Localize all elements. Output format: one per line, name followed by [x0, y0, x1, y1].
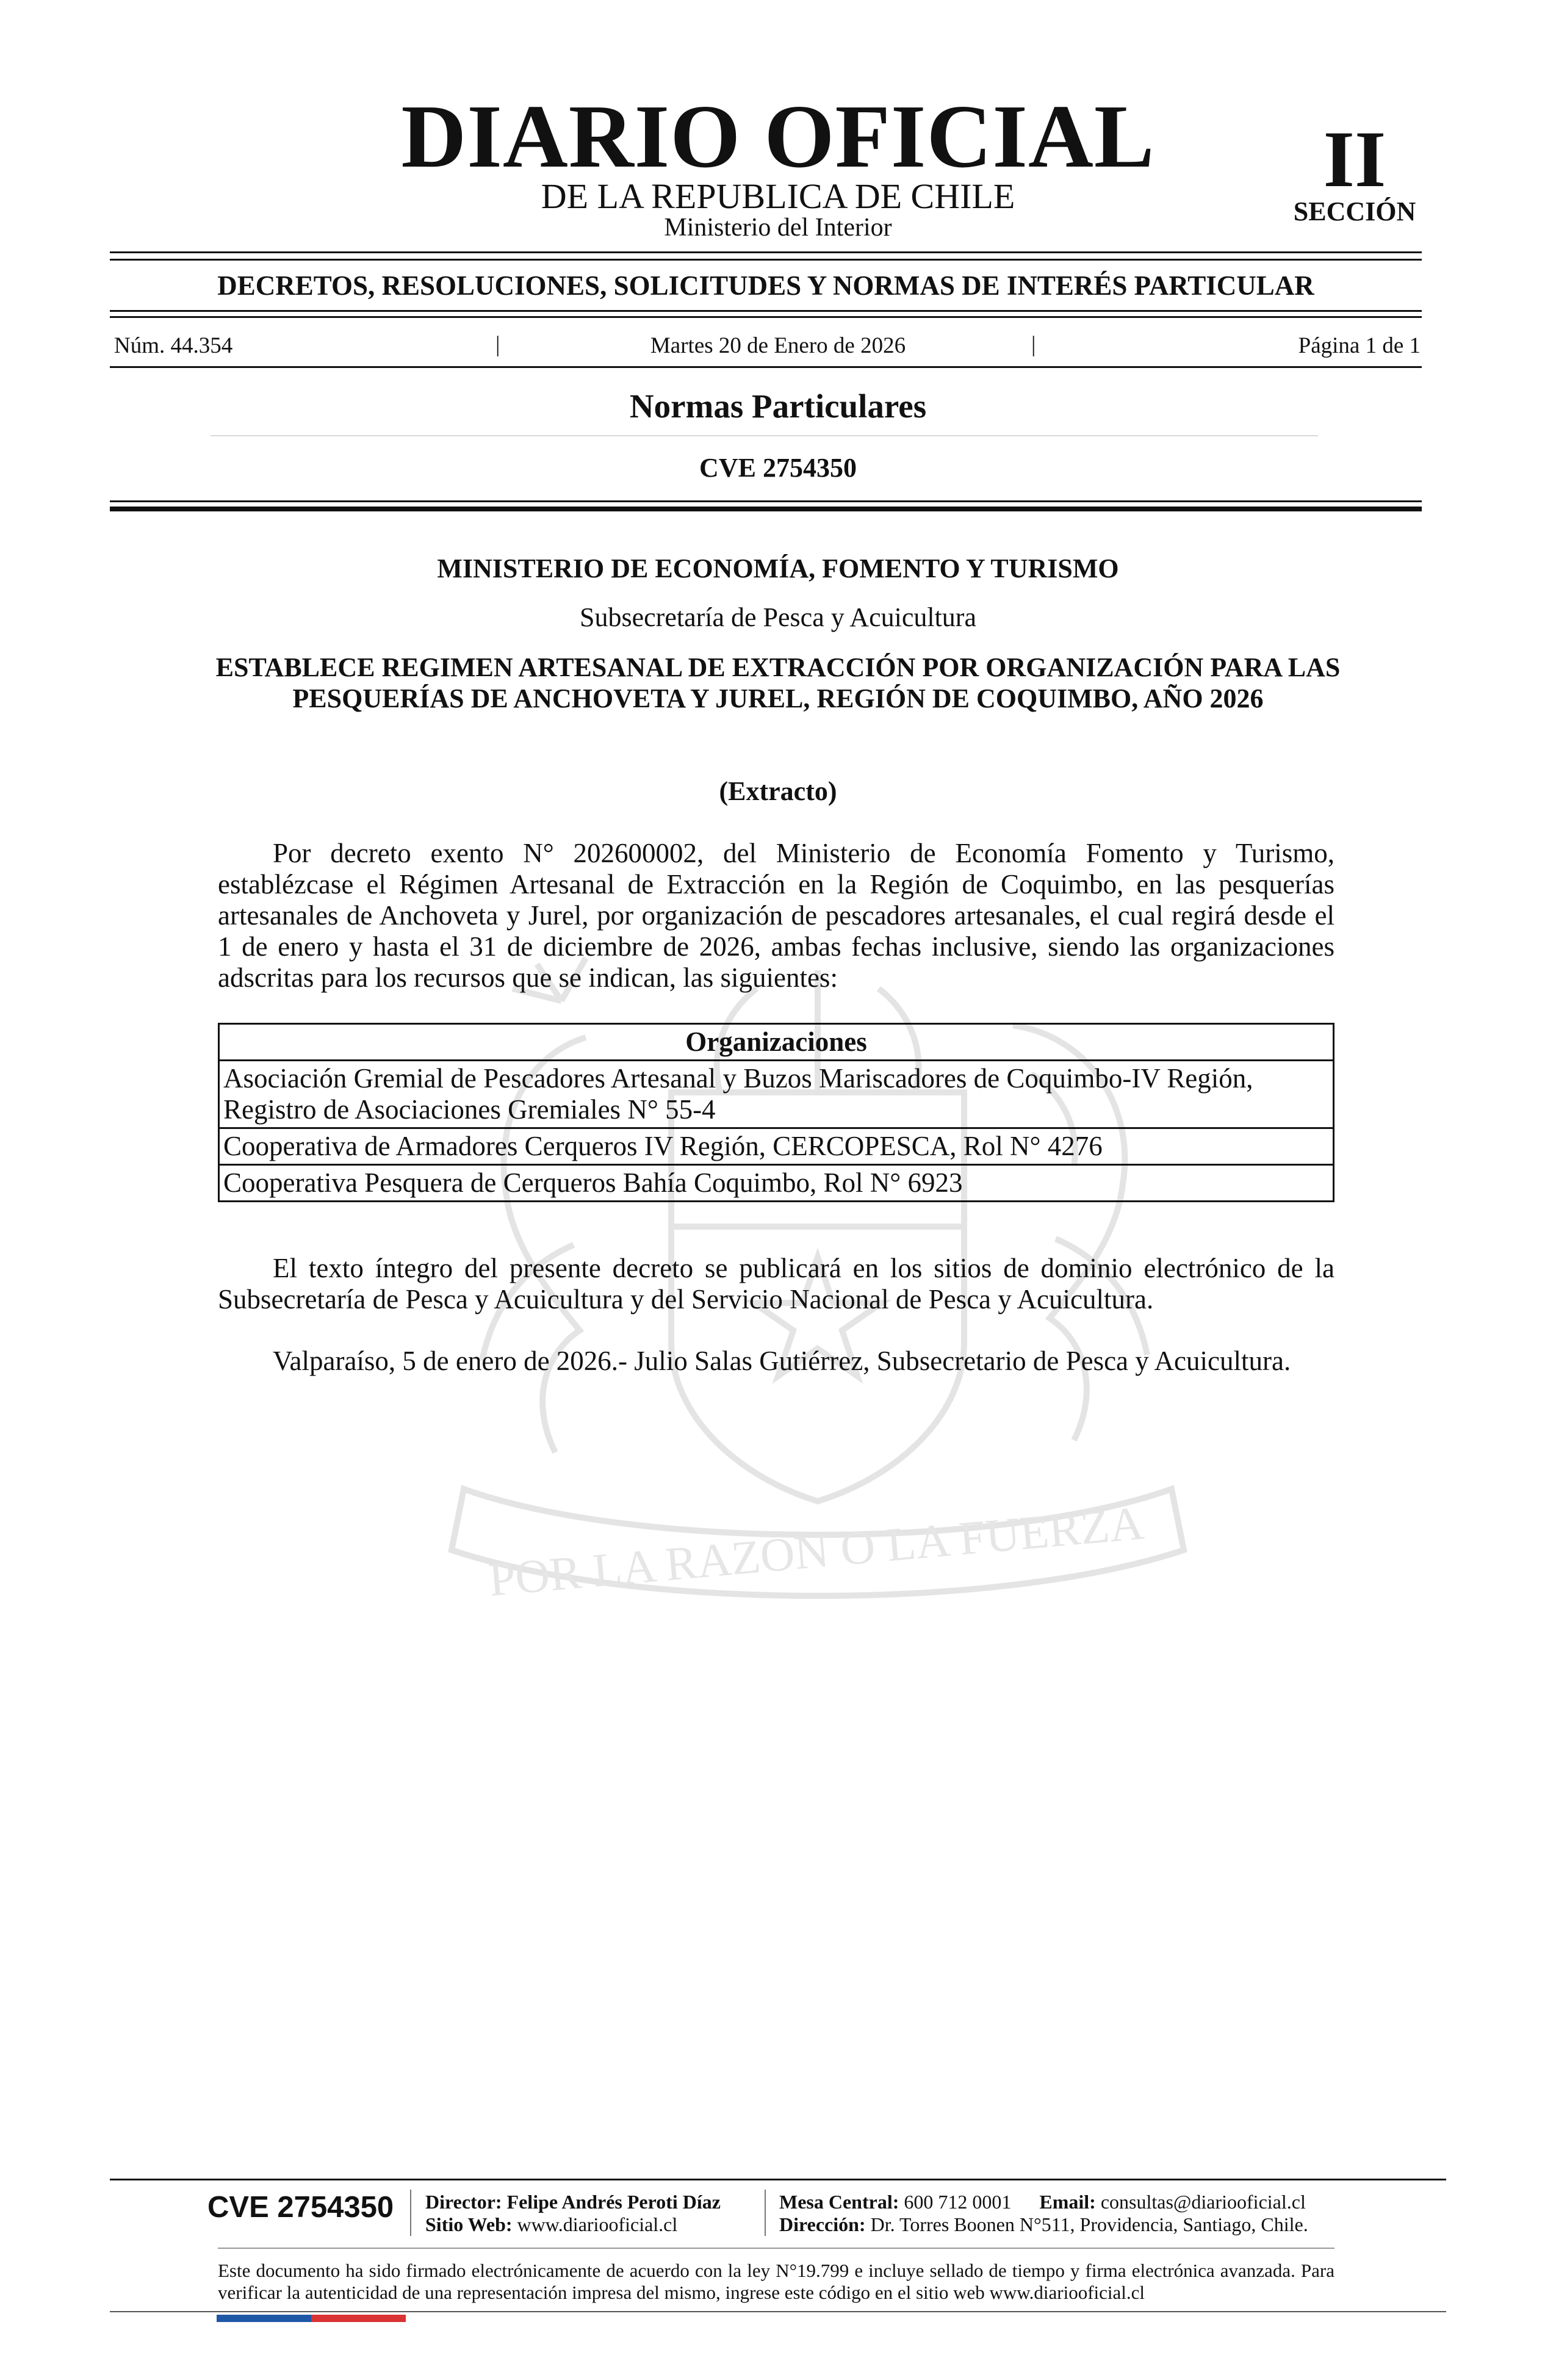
newspaper-subtitle: DE LA REPUBLICA DE CHILE — [541, 176, 1015, 216]
info-separator-right: | — [1031, 332, 1036, 357]
issue-date: Martes 20 de Enero de 2026 — [650, 333, 906, 358]
issuing-ministry: MINISTERIO DE ECONOMÍA, FOMENTO Y TURISMO — [437, 554, 1119, 583]
info-rule-top-1 — [110, 310, 1422, 312]
footer-address — [779, 2213, 1308, 2236]
flag-stripe-blue — [217, 2315, 311, 2322]
header-rule-1 — [110, 500, 1422, 502]
table-cell: Asociación Gremial de Pescadores Artesanal y Buzos Mariscadores de Coquimbo-IV Región, Registro de Asociaciones Gremiales N° 55-4 — [219, 1061, 1334, 1128]
info-rule-top-2 — [110, 316, 1422, 318]
footer-contact — [779, 2191, 1306, 2213]
cve-code: CVE 2754350 — [699, 453, 857, 483]
footer-separator-1 — [410, 2190, 411, 2236]
paragraph-signature: Valparaíso, 5 de enero de 2026.- Julio Salas Gutiérrez, Subsecretario de Pesca y Acuicultura. — [273, 1346, 1291, 1376]
footer-phone-value: 600 712 0001 — [904, 2191, 1012, 2213]
footer-divider — [218, 2248, 1334, 2249]
masthead-rule-1 — [110, 251, 1422, 253]
footer-director — [425, 2191, 721, 2213]
footer-rule-bottom — [110, 2311, 1446, 2312]
footer-signature-note: Este documento ha sido firmado electrónicamente de acuerdo con la ley N°19.799 e incluye sellado de tiempo y firma electrónica avanzada. Para verificar la autenticidad de una representación impresa del mismo, ingrese este código en el sitio web www.diariooficial.cl — [218, 2260, 1334, 2303]
table-header: Organizaciones — [219, 1024, 1334, 1061]
footer-address-value: Dr. Torres Boonen N°511, Providencia, Santiago, Chile. — [870, 2213, 1308, 2235]
organizations-table — [218, 1023, 1334, 1202]
section-label: SECCIÓN — [1293, 197, 1416, 226]
category-divider — [211, 435, 1318, 436]
paragraph-decree: Por decreto exento N° 202600002, del Ministerio de Economía Fomento y Turismo, establézcase el Régimen Artesanal de Extracción en la Región de Coquimbo, en las pesquerías artesanales de Anchoveta y Jurel, por organización de pescadores artesanales, el cual regirá desde el 1 de enero y hasta el 31 de diciembre de 2026, ambas fechas inclusive, siendo las organizaciones adscritas para los recursos que se indican, las siguientes: — [218, 838, 1334, 993]
table-row — [219, 1128, 1334, 1165]
footer-website-label: Sitio Web: — [425, 2213, 513, 2235]
info-separator-left: | — [495, 332, 500, 357]
footer-separator-2 — [765, 2190, 766, 2236]
footer-email-label: Email: — [1039, 2191, 1096, 2213]
header-rule-2 — [110, 507, 1422, 511]
table-row — [219, 1165, 1334, 1202]
footer-rule-top — [110, 2179, 1446, 2180]
section-number: II — [1323, 114, 1386, 204]
newspaper-ministry: Ministerio del Interior — [664, 214, 892, 242]
table-header-row — [219, 1024, 1334, 1061]
footer-website — [425, 2213, 677, 2236]
footer-cve-code: CVE 2754350 — [207, 2191, 394, 2224]
footer-phone-label: Mesa Central: — [779, 2191, 899, 2213]
info-rule-bottom — [110, 366, 1422, 368]
table-cell: Cooperativa Pesquera de Cerqueros Bahía Coquimbo, Rol N° 6923 — [219, 1165, 1334, 1202]
footer-address-label: Dirección: — [779, 2213, 866, 2235]
footer-website-link[interactable]: www.diariooficial.cl — [517, 2213, 678, 2235]
footer-email-link[interactable]: consultas@diariooficial.cl — [1100, 2191, 1306, 2213]
page-count: Página 1 de 1 — [1298, 333, 1421, 358]
footer-director-label: Director: — [425, 2191, 502, 2213]
extract-label: (Extracto) — [719, 776, 837, 806]
table-row — [219, 1061, 1334, 1128]
issue-number: Núm. 44.354 — [114, 333, 233, 358]
masthead-rule-2 — [110, 259, 1422, 261]
section-heading: DECRETOS, RESOLUCIONES, SOLICITUDES Y NORMAS DE INTERÉS PARTICULAR — [217, 270, 1314, 301]
issuing-subsecretaria: Subsecretaría de Pesca y Acuicultura — [580, 602, 976, 632]
decree-title: ESTABLECE REGIMEN ARTESANAL DE EXTRACCIÓN POR ORGANIZACIÓN PARA LAS PESQUERÍAS DE ANCHOVETA Y JUREL, REGIÓN DE COQUIMBO, AÑO 2026 — [215, 652, 1341, 713]
newspaper-title: DIARIO OFICIAL — [401, 87, 1155, 187]
table-cell: Cooperativa de Armadores Cerqueros IV Región, CERCOPESCA, Rol N° 4276 — [219, 1128, 1334, 1165]
flag-stripe-red — [311, 2315, 406, 2322]
paragraph-publication: El texto íntegro del presente decreto se publicará en los sitios de dominio electrónico de la Subsecretaría de Pesca y Acuicultura y del Servicio Nacional de Pesca y Acuicultura. — [218, 1253, 1334, 1314]
category-heading: Normas Particulares — [629, 388, 927, 425]
footer-director-name: Felipe Andrés Peroti Díaz — [506, 2191, 721, 2213]
watermark-motto: POR LA RAZON O LA FUERZA — [486, 1496, 1146, 1606]
